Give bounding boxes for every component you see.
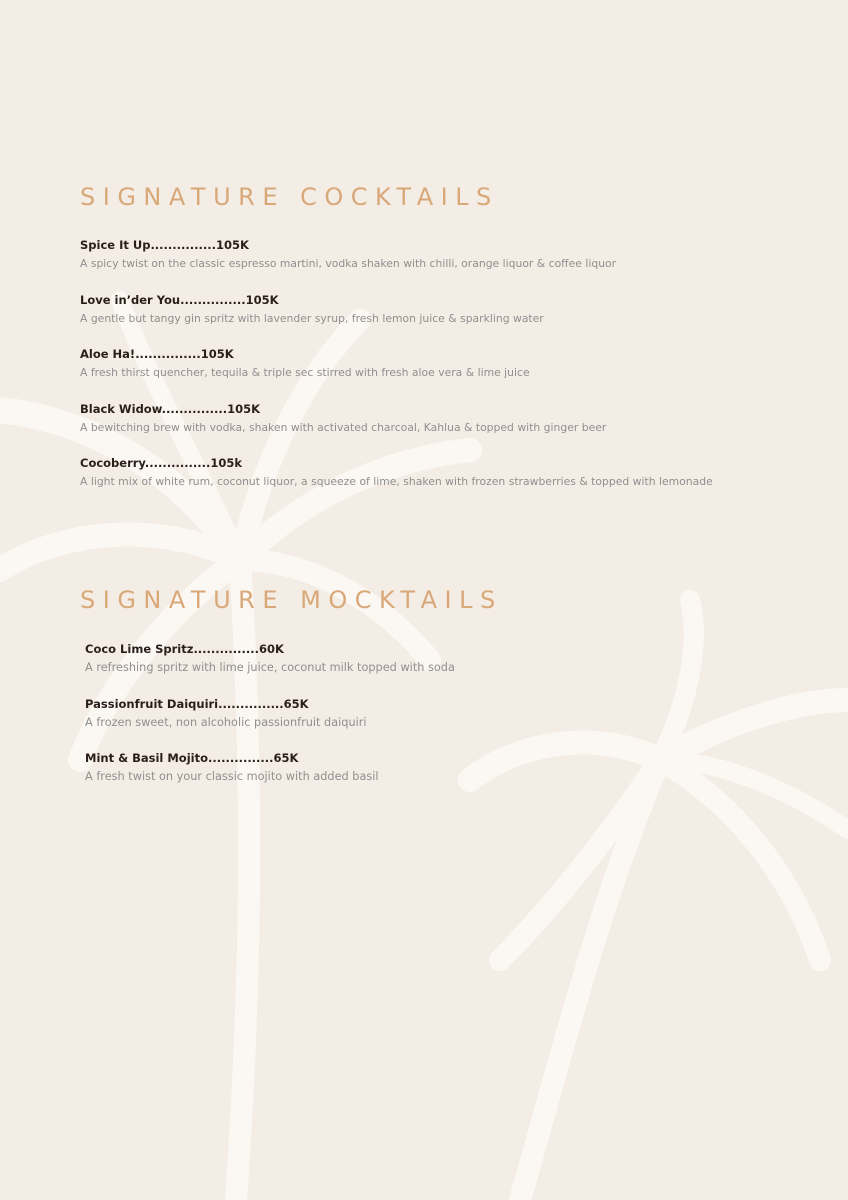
item-name-line: Black Widow...............105K [80, 401, 261, 416]
item-description: A spicy twist on the classic espresso martini, vodka shaken with chilli, orange liquor & coffee liquor [80, 257, 617, 270]
item-price: 105K [245, 292, 279, 307]
item-price: 105K [200, 347, 234, 362]
cocktails-section-title: SIGNATURE COCKTAILS [80, 183, 499, 211]
item-description: A frozen sweet, non alcoholic passionfruit daiquiri [85, 715, 367, 729]
menu-item-love-inder-you [80, 292, 713, 347]
item-name: Black Widow [80, 401, 162, 416]
item-name: Coco Lime Spritz [85, 642, 194, 656]
item-name: Spice It Up [80, 238, 151, 252]
item-description: A bewitching brew with vodka, shaken with activated charcoal, Kahlua & topped with ginger beer [80, 420, 607, 434]
item-name-line: Mint & Basil Mojito...............65K [85, 751, 299, 766]
item-description: A gentle but tangy gin spritz with lavender syrup, fresh lemon juice & sparkling water [80, 311, 544, 325]
item-name-line: Coco Lime Spritz...............60K [85, 642, 284, 656]
menu-item-passionfruit-daiquiri [85, 696, 455, 751]
item-description: A refreshing spritz with lime juice, coconut milk topped with soda [85, 661, 455, 674]
item-name: Love in’der You [80, 292, 181, 307]
item-name-line: Love in’der You...............105K [80, 292, 279, 307]
item-price: 65K [273, 751, 299, 766]
menu-item-aloe-ha [80, 346, 713, 401]
cocktails-list [80, 237, 713, 510]
menu-item-mint-basil-mojito [85, 750, 455, 805]
mocktails-list [85, 641, 455, 805]
item-price: 65K [283, 696, 309, 711]
item-name: Cocoberry [80, 456, 145, 471]
mocktails-section-title: SIGNATURE MOCKTAILS [80, 586, 503, 614]
menu-item-black-widow [80, 401, 713, 456]
item-name-line: Aloe Ha!...............105K [80, 347, 234, 362]
item-name-line: Cocoberry...............105k [80, 456, 243, 471]
item-name: Mint & Basil Mojito [85, 751, 208, 766]
item-name-line: Spice It Up...............105K [80, 238, 249, 252]
item-name: Passionfruit Daiquiri [85, 696, 219, 711]
menu-item-coco-lime-spritz [85, 641, 455, 696]
item-name: Aloe Ha! [80, 347, 136, 362]
item-price: 60K [258, 642, 284, 656]
item-price: 105K [215, 238, 249, 252]
palm-tree-right [470, 600, 848, 1200]
menu-item-spice-it-up [80, 237, 713, 292]
item-description: A light mix of white rum, coconut liquor, a squeeze of lime, shaken with frozen strawberries & topped with lemonade [80, 475, 713, 489]
item-price: 105K [227, 401, 261, 416]
item-description: A fresh twist on your classic mojito with added basil [85, 770, 379, 784]
item-description: A fresh thirst quencher, tequila & triple sec stirred with fresh aloe vera & lime juice [80, 366, 530, 380]
item-name-line: Passionfruit Daiquiri...............65K [85, 696, 309, 711]
menu-item-cocoberry [80, 455, 713, 510]
item-price: 105k [210, 456, 243, 471]
